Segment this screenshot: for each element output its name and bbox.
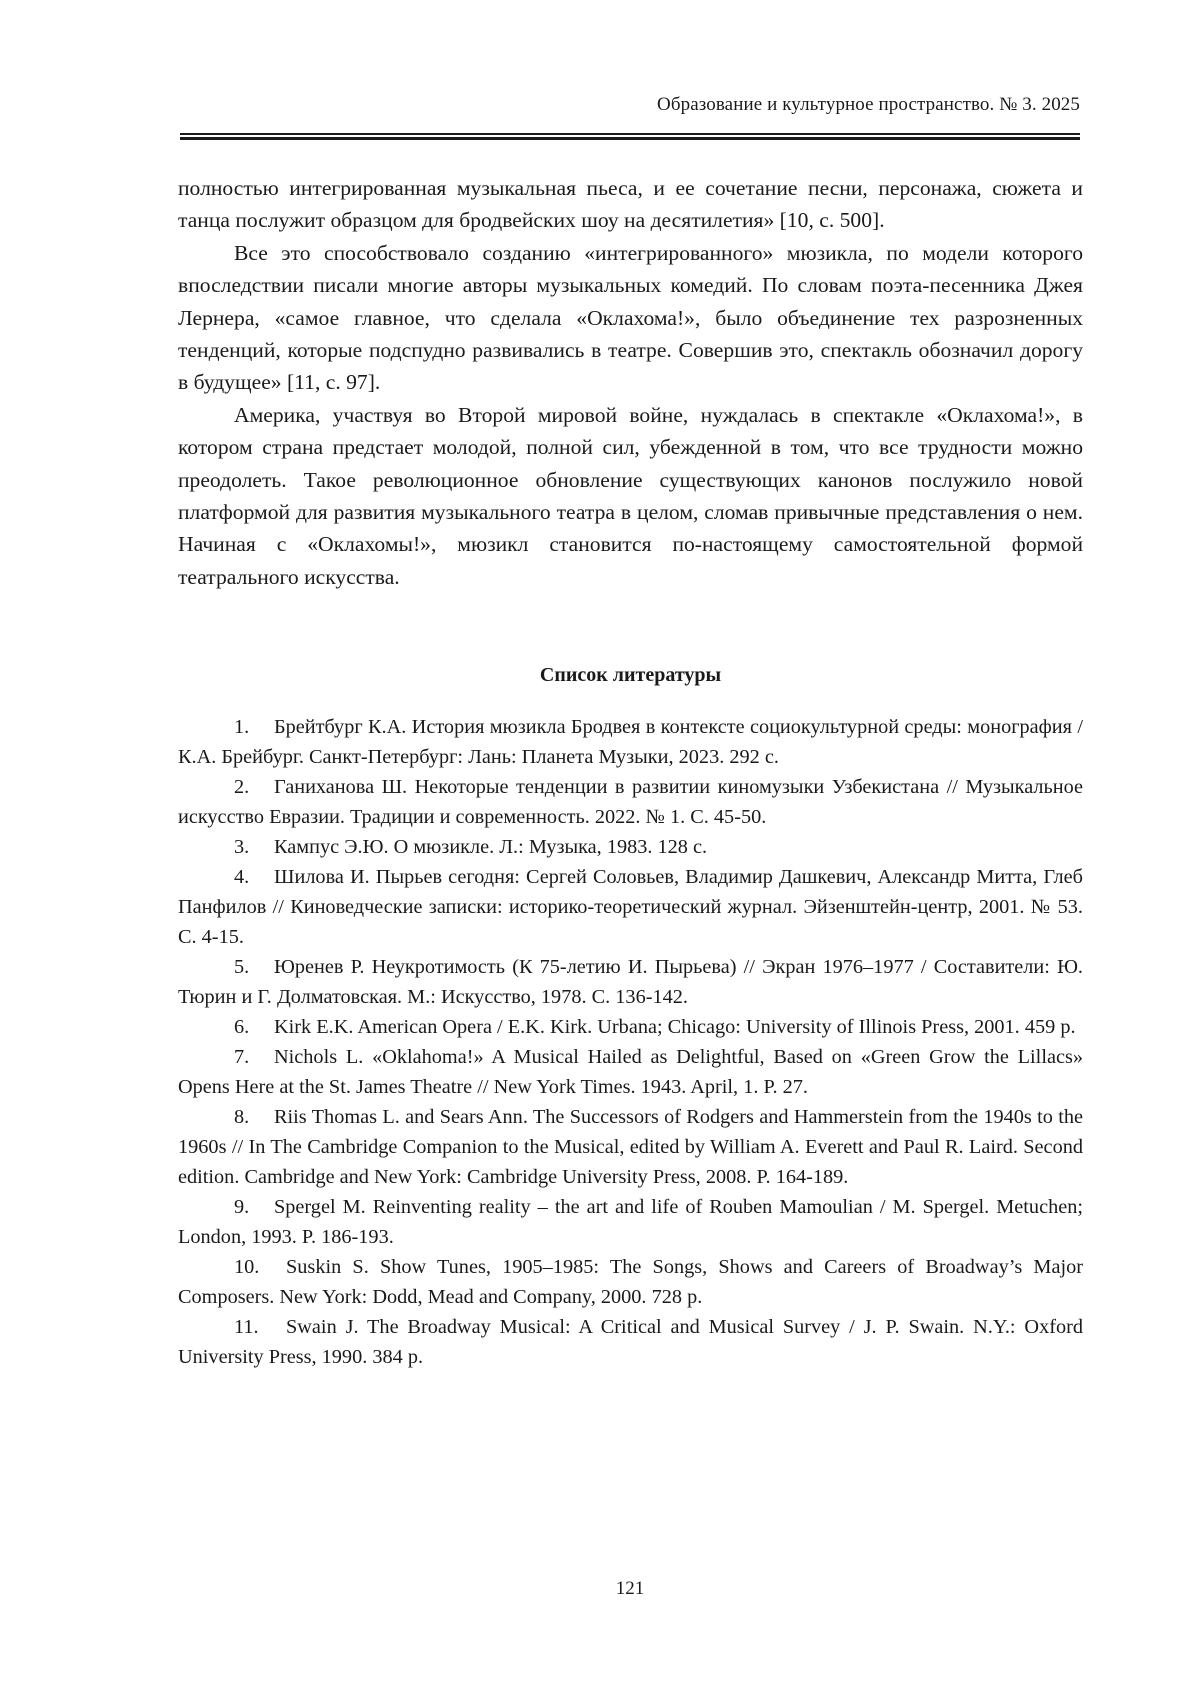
reference-item xyxy=(178,832,1083,862)
reference-number: 5. xyxy=(234,956,250,978)
reference-text: Юренев Р. Неукротимость (К 75-летию И. Пырьева) // Экран 1976–1977 / Составители: Ю. Тюрин и Г. Долматовская. М.: Искусство, 1978. С. 136-142. xyxy=(178,956,1083,1008)
reference-number: 6. xyxy=(234,1016,250,1038)
header-rule-thin xyxy=(180,133,1080,135)
reference-item xyxy=(178,862,1083,952)
running-header: Образование и культурное пространство. № 3. 2025 xyxy=(657,94,1080,115)
reference-item xyxy=(178,1042,1083,1102)
reference-number: 9. xyxy=(234,1196,250,1218)
body-text xyxy=(178,172,1083,593)
reference-text: Шилова И. Пырьев сегодня: Сергей Соловьев, Владимир Дашкевич, Александр Митта, Глеб Панфилов // Киноведческие записки: историко-теоретический журнал. Эйзенштейн-центр, 2001. № 53. С. 4-15. xyxy=(178,866,1083,948)
reference-number: 8. xyxy=(234,1106,250,1128)
reference-number: 10. xyxy=(234,1256,260,1278)
reference-text: Брейтбург К.А. История мюзикла Бродвея в контексте социокультурной среды: монография / К.А. Брейбург. Санкт-Петербург: Лань: Планета Музыки, 2023. 292 с. xyxy=(178,716,1083,768)
references-title: Список литературы xyxy=(539,664,722,686)
reference-item xyxy=(178,1102,1083,1192)
reference-item xyxy=(178,1312,1083,1372)
reference-item xyxy=(178,1012,1083,1042)
reference-text: Suskin S. Show Tunes, 1905–1985: The Songs, Shows and Careers of Broadway’s Major Composers. New York: Dodd, Mead and Company, 2000. 728 p. xyxy=(178,1256,1083,1308)
reference-number: 1. xyxy=(234,716,250,738)
reference-text: Nichols L. «Oklahoma!» A Musical Hailed as Delightful, Based on «Green Grow the Lillacs» Opens Here at the St. James Theatre // New York Times. 1943. April, 1. P. 27. xyxy=(178,1046,1083,1098)
reference-item xyxy=(178,952,1083,1012)
reference-item xyxy=(178,712,1083,772)
reference-item xyxy=(178,1192,1083,1252)
reference-text: Кампус Э.Ю. О мюзикле. Л.: Музыка, 1983. 128 с. xyxy=(274,836,708,858)
reference-item xyxy=(178,1252,1083,1312)
reference-text: Riis Thomas L. and Sears Ann. The Successors of Rodgers and Hammerstein from the 1940s to the 1960s // In The Cambridge Companion to the Musical, edited by William A. Everett and Paul R. Laird. Second edition. Cambridge and New York: Cambridge University Press, 2008. P. 164-189. xyxy=(178,1106,1083,1188)
reference-item xyxy=(178,772,1083,832)
reference-number: 11. xyxy=(234,1316,259,1338)
reference-number: 2. xyxy=(234,776,250,798)
body-paragraph: полностью интегрированная музыкальная пьеса, и ее сочетание песни, персонажа, сюжета и танца послужит образцом для бродвейских шоу на десятилетия» [10, с. 500]. xyxy=(178,176,1083,233)
body-paragraph: Все это способствовало созданию «интегрированного» мюзикла, по модели которого впоследствии писали многие авторы музыкальных комедий. По словам поэта-песенника Джея Лернера, «самое главное, что сделала «Оклахома!», было объединение тех разрозненных тенденций, которые подспудно развивались в театре. Совершив это, спектакль обозначил дорогу в будущее» [11, с. 97]. xyxy=(178,240,1083,395)
reference-text: Spergel M. Reinventing reality – the art and life of Rouben Mamoulian / M. Spergel. Metuchen; London, 1993. P. 186-193. xyxy=(178,1196,1083,1248)
reference-text: Swain J. The Broadway Musical: A Critical and Musical Survey / J. P. Swain. N.Y.: Oxford University Press, 1990. 384 p. xyxy=(178,1316,1083,1368)
reference-number: 3. xyxy=(234,836,250,858)
reference-list xyxy=(178,712,1083,1372)
reference-text: Ганиханова Ш. Некоторые тенденции в развитии киномузыки Узбекистана // Музыкальное искусство Евразии. Традиции и современность. 2022. № 1. С. 45-50. xyxy=(178,776,1083,828)
body-paragraph: Америка, участвуя во Второй мировой войне, нуждалась в спектакле «Оклахома!», в котором страна предстает молодой, полной сил, убежденной в том, что все трудности можно преодолеть. Такое революционное обновление существующих канонов послужило новой платформой для развития музыкального театра в целом, сломав привычные представления о нем. Начиная с «Оклахомы!», мюзикл становится по-настоящему самостоятельной формой театрального искусства. xyxy=(178,402,1083,589)
reference-number: 7. xyxy=(234,1046,250,1068)
page-number: 121 xyxy=(615,1578,645,1599)
reference-number: 4. xyxy=(234,866,250,888)
reference-text: Kirk E.K. American Opera / E.K. Kirk. Urbana; Chicago: University of Illinois Press, 2001. 459 p. xyxy=(274,1016,1076,1038)
header-rule-thick xyxy=(180,137,1080,140)
